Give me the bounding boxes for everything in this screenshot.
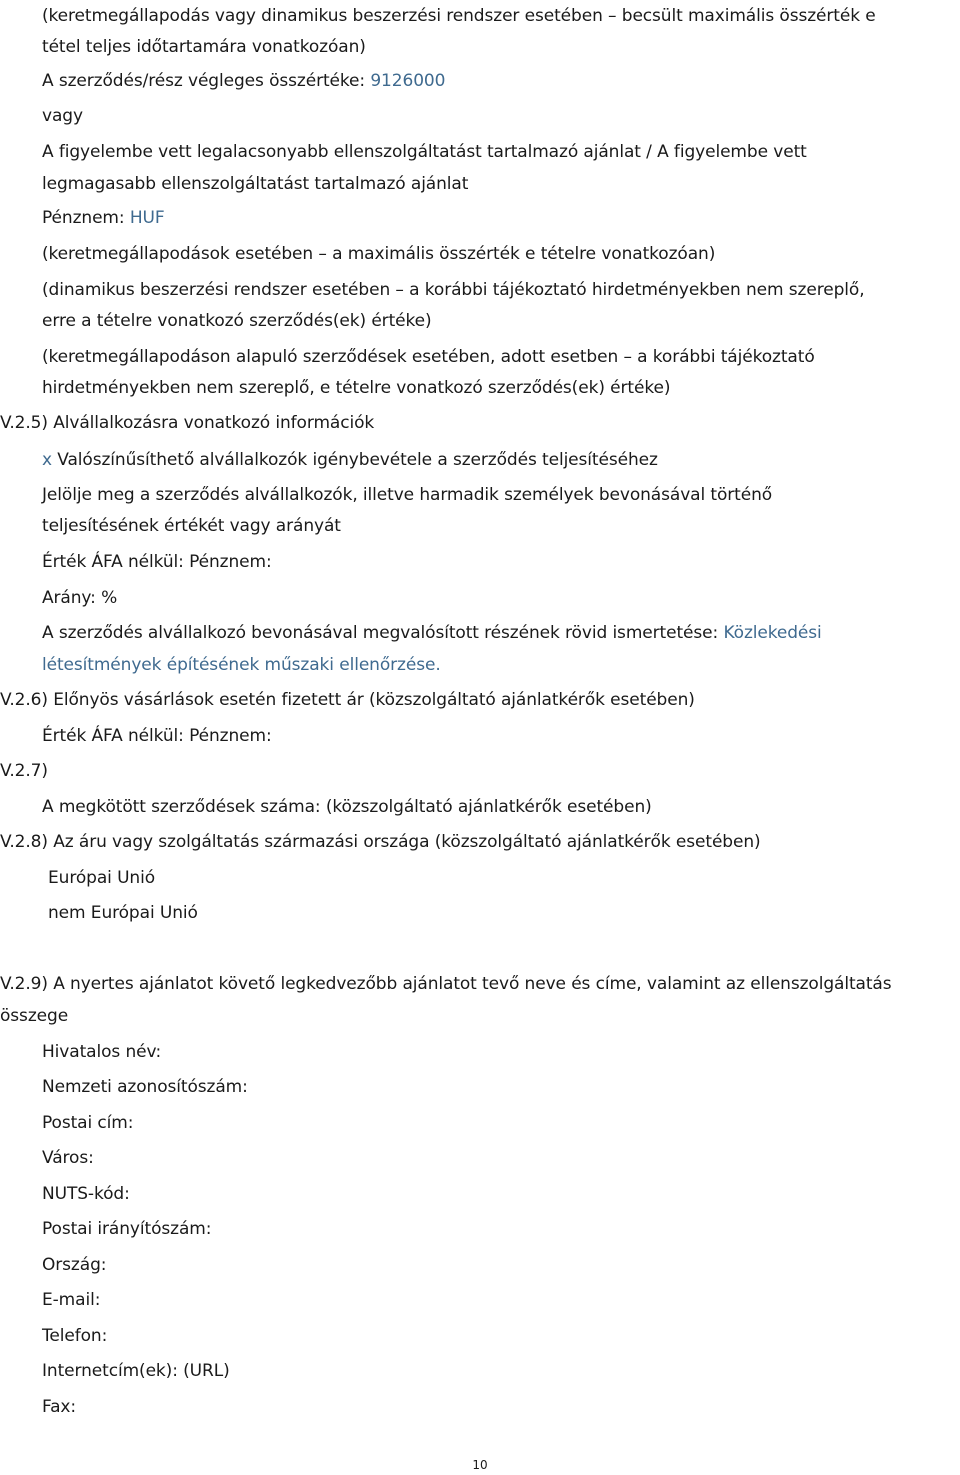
v26-heading: V.2.6) Előnyös vásárlások esetén fizetett ár (közszolgáltató ajánlatkérők esetében) [0, 690, 695, 710]
v25-description-value-2: létesítmények építésének műszaki ellenőrzése. [42, 655, 441, 675]
currency-label: Pénznem: [42, 208, 130, 228]
v29-heading-line1: V.2.9) A nyertes ajánlatot követő legkedvezőbb ajánlatot tevő neve és címe, valamint az ellenszolgáltatás [0, 974, 892, 994]
v28-heading: V.2.8) Az áru vagy szolgáltatás származási országa (közszolgáltató ajánlatkérők esetében) [0, 832, 761, 852]
v25-ratio-line: Arány: % [42, 588, 118, 608]
based-note-line1: (keretmegállapodáson alapuló szerződések esetében, adott esetben – a korábbi tájékoztató [42, 347, 815, 367]
v25-value-line: Érték ÁFA nélkül: Pénznem: [42, 552, 272, 572]
framework-note: (keretmegállapodások esetében – a maximális összérték e tételre vonatkozóan) [42, 244, 716, 264]
v25-description-value-1: Közlekedési [723, 623, 822, 643]
final-value: 9126000 [370, 71, 446, 91]
v29-heading-line2: összege [0, 1006, 69, 1026]
field-email: E-mail: [42, 1290, 101, 1310]
or-text: vagy [42, 106, 83, 126]
field-fax: Fax: [42, 1397, 77, 1417]
v27-heading: V.2.7) [0, 761, 48, 781]
range-line1: A figyelembe vett legalacsonyabb ellenszolgáltatást tartalmazó ajánlat / A figyelembe vett [42, 142, 807, 162]
v25-heading: V.2.5) Alvállalkozásra vonatkozó információk [0, 413, 375, 433]
field-url: Internetcím(ek): (URL) [42, 1361, 230, 1381]
v27-line: A megkötött szerződések száma: (közszolgáltató ajánlatkérők esetében) [42, 797, 652, 817]
v25-instruction-line2: teljesítésének értékét vagy arányát [42, 516, 341, 536]
field-city: Város: [42, 1148, 94, 1168]
v26-value-line: Érték ÁFA nélkül: Pénznem: [42, 726, 272, 746]
dynamic-note-line1: (dinamikus beszerzési rendszer esetében – a korábbi tájékoztató hirdetményekben nem szereplő, [42, 280, 865, 300]
v25-description-label: A szerződés alvállalkozó bevonásával megvalósított részének rövid ismertetése: [42, 623, 724, 643]
field-phone: Telefon: [42, 1326, 108, 1346]
check-mark-icon: x [42, 450, 52, 470]
v25-instruction-line1: Jelölje meg a szerződés alvállalkozók, illetve harmadik személyek bevonásával történő [42, 485, 773, 505]
contract-value-note-line2: tétel teljes időtartamára vonatkozóan) [42, 37, 366, 57]
contract-value-note-line1: (keretmegállapodás vagy dinamikus beszerzési rendszer esetében – becsült maximális összérték e [42, 6, 876, 26]
field-national-id: Nemzeti azonosítószám: [42, 1077, 248, 1097]
range-line2: legmagasabb ellenszolgáltatást tartalmazó ajánlat [42, 174, 469, 194]
currency-value: HUF [129, 208, 165, 228]
field-country: Ország: [42, 1255, 107, 1275]
field-postal-address: Postai cím: [42, 1113, 134, 1133]
final-value-label: A szerződés/rész végleges összértéke: [42, 71, 371, 91]
option-eu: Európai Unió [48, 868, 156, 888]
currency-line [42, 207, 165, 229]
v25-description-line1 [42, 622, 822, 644]
final-value-line [42, 70, 445, 92]
option-non-eu: nem Európai Unió [48, 903, 198, 923]
field-postal-code: Postai irányítószám: [42, 1219, 212, 1239]
dynamic-note-line2: erre a tételre vonatkozó szerződés(ek) értéke) [42, 311, 432, 331]
page-number: 10 [472, 1458, 488, 1472]
field-nuts-code: NUTS-kód: [42, 1184, 130, 1204]
based-note-line2: hirdetményekben nem szereplő, e tételre vonatkozó szerződés(ek) értéke) [42, 378, 671, 398]
subcontracting-checkbox-line [42, 449, 658, 471]
subcontracting-label: Valószínűsíthető alvállalkozók igénybevétele a szerződés teljesítéséhez [51, 450, 658, 470]
field-official-name: Hivatalos név: [42, 1042, 162, 1062]
